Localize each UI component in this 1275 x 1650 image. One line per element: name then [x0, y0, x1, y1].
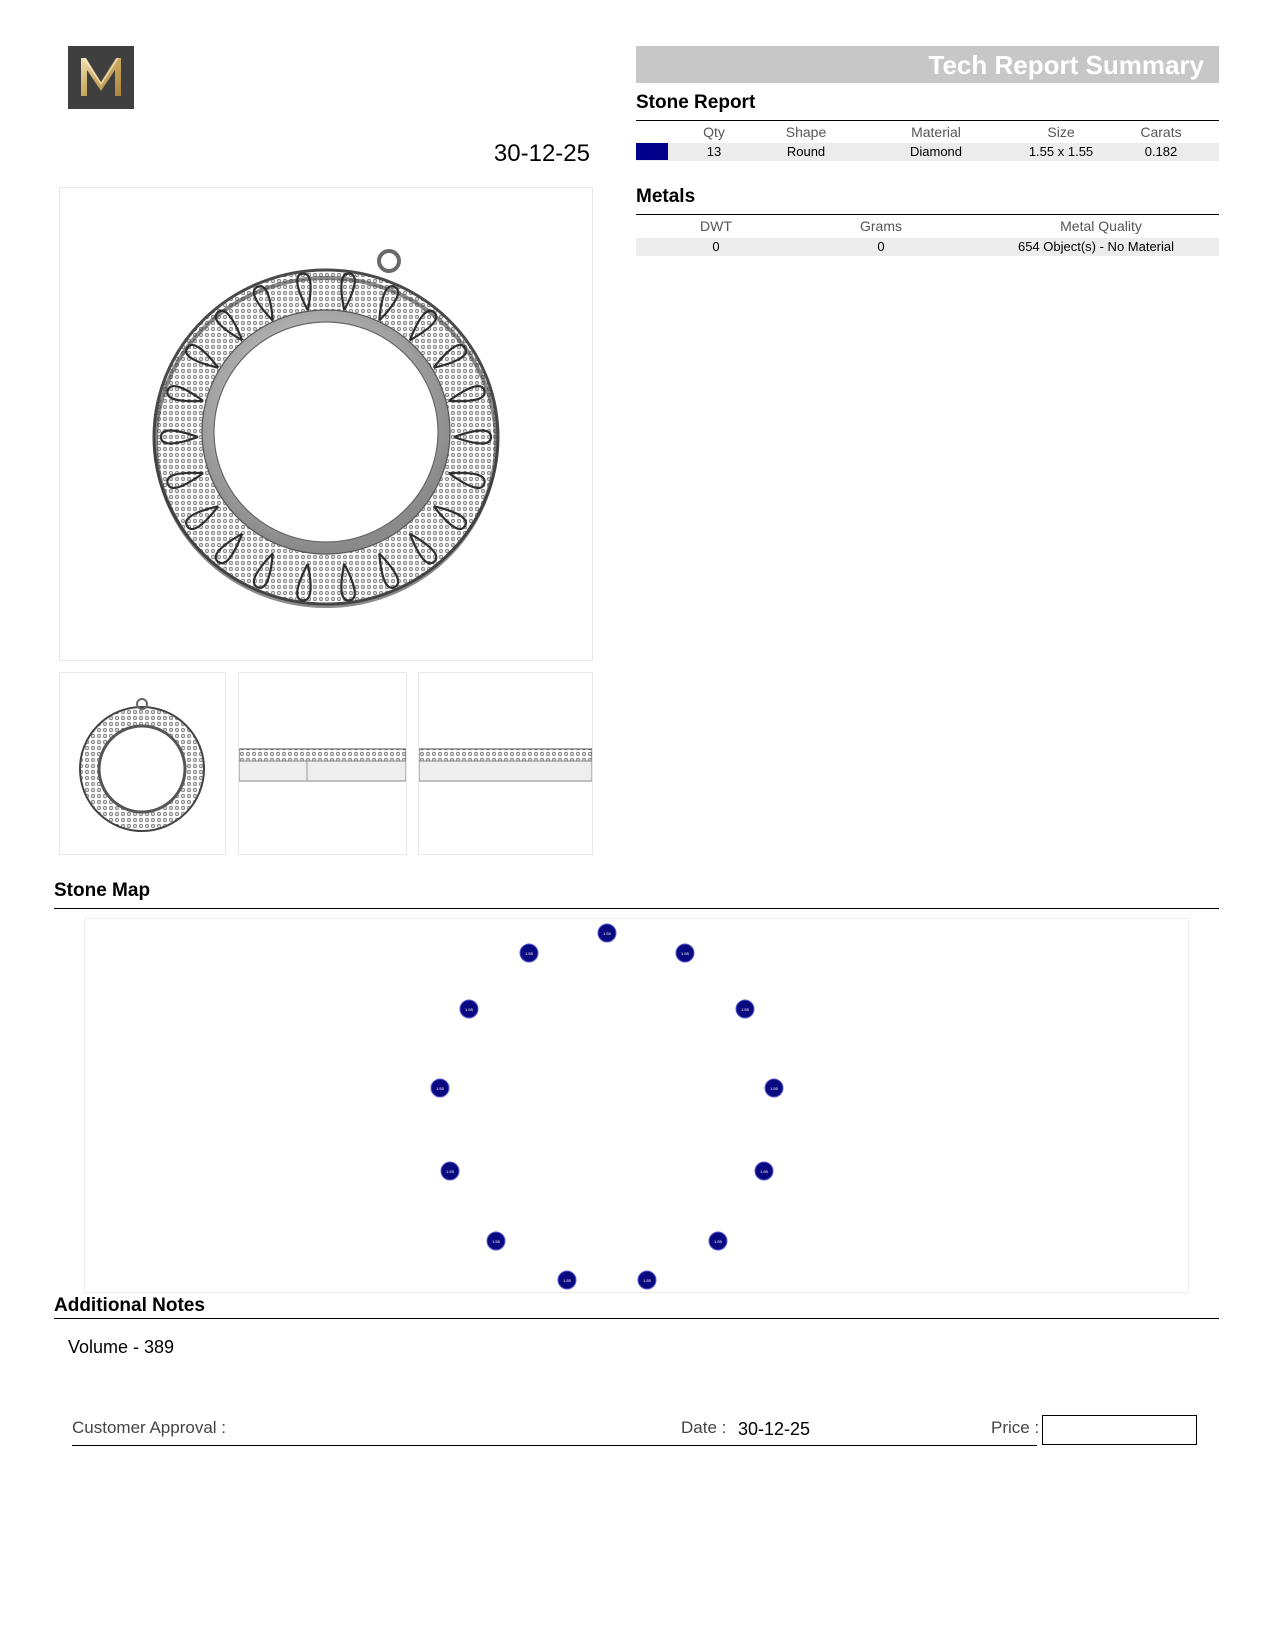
report-date: 30-12-25: [493, 140, 590, 167]
stone-material: Diamond: [909, 144, 963, 159]
stone-report-header-row: [636, 123, 1219, 141]
svg-text:1.55: 1.55: [760, 1169, 768, 1175]
stone-marker: [675, 943, 695, 963]
svg-text:1.55: 1.55: [436, 1085, 445, 1091]
metal-grams: 0: [877, 239, 885, 254]
column-header-qty: Qty: [703, 124, 725, 140]
svg-text:1.55: 1.55: [525, 951, 533, 957]
column-header-size: Size: [1047, 124, 1075, 140]
metal-dwt: 0: [712, 239, 720, 254]
metals-row: [636, 238, 1219, 256]
column-header-dwt: DWT: [700, 218, 732, 234]
approval-date-label: Date :: [681, 1418, 727, 1437]
stone-marker: [459, 999, 479, 1019]
column-header-material: Material: [911, 124, 961, 140]
stone-color-swatch: [636, 143, 668, 160]
stone-marker: [486, 1231, 506, 1251]
stone-marker: [557, 1270, 577, 1290]
stone-marker: [754, 1161, 774, 1181]
stone-map-heading: Stone Map: [54, 880, 151, 901]
svg-text:1.55: 1.55: [714, 1238, 723, 1244]
metal-quality: 654 Object(s) - No Material: [1017, 239, 1175, 254]
column-header-grams: Grams: [860, 218, 902, 234]
thumbnail-side-view[interactable]: [238, 672, 407, 855]
stone-marker: [708, 1231, 728, 1251]
svg-text:1.55: 1.55: [603, 931, 611, 936]
stone-marker: [519, 943, 539, 963]
svg-text:1.55: 1.55: [643, 1277, 652, 1283]
stone-marker: [440, 1161, 460, 1181]
main-jewelry-render: [59, 187, 593, 661]
column-header-shape: Shape: [785, 124, 827, 140]
stone-marker: [637, 1270, 657, 1290]
svg-text:1.55: 1.55: [446, 1169, 454, 1175]
metals-header-row: [636, 217, 1219, 235]
stone-map-canvas: [84, 918, 1189, 1293]
notes-text: Volume - 389: [68, 1337, 175, 1357]
customer-approval-label: Customer Approval :: [72, 1418, 227, 1437]
stone-marker: [597, 923, 617, 943]
stone-marker: [735, 999, 755, 1019]
column-header-carats: Carats: [1140, 124, 1182, 140]
svg-text:1.55: 1.55: [464, 1007, 473, 1013]
report-title-bar: [636, 46, 1219, 83]
price-field[interactable]: [1042, 1415, 1197, 1445]
divider: [54, 1318, 1219, 1319]
stone-marker: [764, 1078, 784, 1098]
report-title: Tech Report Summary: [928, 50, 1204, 80]
divider: [54, 908, 1219, 909]
svg-text:1.55: 1.55: [741, 1007, 750, 1013]
stone-report-row: [636, 143, 1219, 161]
thumbnail-top-view[interactable]: [418, 672, 593, 855]
stone-report-heading: Stone Report: [636, 92, 756, 113]
customer-signature-line[interactable]: [72, 1445, 1037, 1446]
svg-text:1.55: 1.55: [562, 1277, 571, 1283]
price-label: Price :: [991, 1418, 1040, 1437]
approval-date-value: 30-12-25: [738, 1419, 811, 1439]
stone-shape: Round: [786, 144, 826, 159]
company-logo: [68, 46, 134, 109]
svg-text:1.55: 1.55: [491, 1238, 500, 1244]
stone-marker: [430, 1078, 450, 1098]
svg-text:1.55: 1.55: [769, 1085, 778, 1091]
divider: [636, 214, 1219, 215]
thumbnail-front-view[interactable]: [59, 672, 226, 855]
divider: [636, 120, 1219, 121]
stone-carats: 0.182: [1144, 144, 1178, 159]
metals-heading: Metals: [636, 186, 696, 207]
svg-text:1.55: 1.55: [681, 951, 689, 957]
stone-qty: 13: [706, 144, 722, 159]
additional-notes-heading: Additional Notes: [54, 1295, 205, 1316]
stone-size: 1.55 x 1.55: [1028, 144, 1094, 159]
column-header-metal-quality: Metal Quality: [1060, 218, 1142, 234]
